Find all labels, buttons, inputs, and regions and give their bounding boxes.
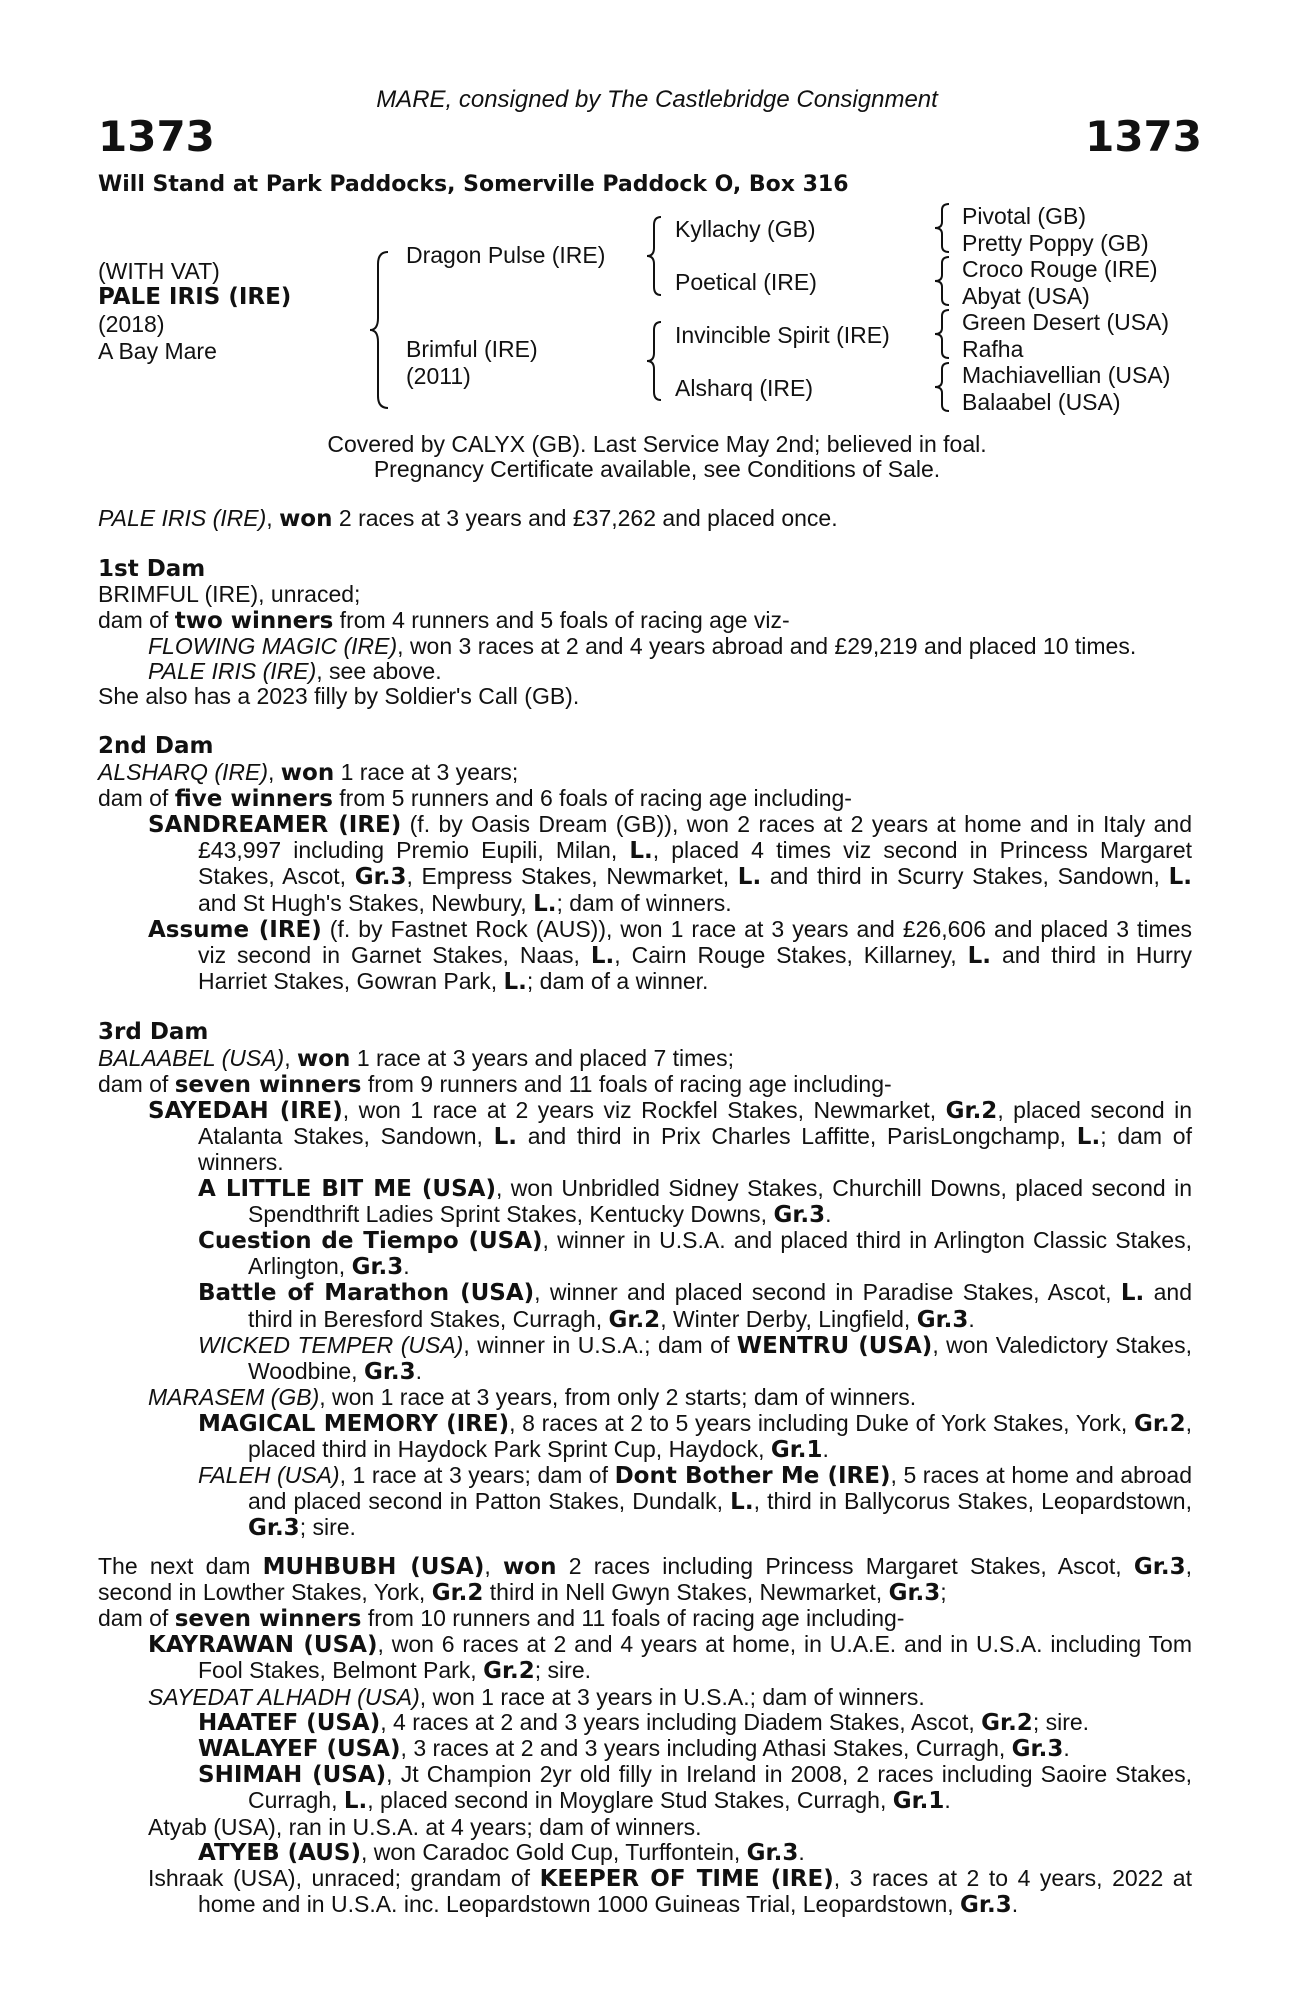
dd-dam: Balaabel (USA) [962, 389, 1121, 415]
main-brace [368, 250, 392, 410]
stand-location: Will Stand at Park Paddocks, Somerville Paddock O, Box 316 [98, 172, 849, 197]
third-dam-heading: 3rd Dam [98, 1019, 209, 1046]
ss-sire: Pivotal (GB) [962, 203, 1086, 229]
horse-year: (2018) [98, 311, 165, 337]
second-dam-line: ALSHARQ (IRE), won 1 race at 3 years; [98, 758, 519, 786]
entry-sayedah: SAYEDAH (IRE), won 1 race at 2 years viz Rockfel Stakes, Newmarket, Gr.2, placed second in Atalanta Stakes, Sandown, L. and third in Prix Charles Laffitte, ParisLongchamp, L.; dam of winners. [148, 1097, 1192, 1176]
ds-sire: Green Desert (USA) [962, 309, 1170, 335]
first-dam-produce: dam of two winners from 4 runners and 5 foals of racing age viz- [98, 606, 790, 634]
second-dam-heading: 2nd Dam [98, 733, 214, 760]
third-dam-line: BALAABEL (USA), won 1 race at 3 years and placed 7 times; [98, 1044, 734, 1072]
entry-walayef: WALAYEF (USA), 3 races at 2 and 3 years including Athasi Stakes, Curragh, Gr.3. [198, 1734, 1070, 1762]
dam-name: Brimful (IRE) [406, 336, 538, 362]
covered-line-2: Pregnancy Certificate available, see Conditions of Sale. [373, 456, 941, 482]
lot-number-left: 1373 [98, 112, 215, 161]
summary-line: PALE IRIS (IRE), won 2 races at 3 years and £37,262 and placed once. [98, 505, 838, 532]
entry-sayedat-alhadh: SAYEDAT ALHADH (USA), won 1 race at 3 years in U.S.A.; dam of winners. [148, 1683, 925, 1710]
entry-battle-of-marathon: Battle of Marathon (USA), winner and placed second in Paradise Stakes, Ascot, L. and third in Beresford Stakes, Curragh, Gr.2, Winter Derby, Lingfield, Gr.3. [198, 1279, 1192, 1333]
entry-marasem: MARASEM (GB), won 1 race at 3 years, from only 2 starts; dam of winners. [148, 1384, 917, 1411]
entry-atyab: Atyab (USA), ran in U.S.A. at 4 years; dam of winners. [148, 1813, 702, 1840]
sd-dam: Abyat (USA) [962, 283, 1090, 309]
lot-number-right: 1373 [1085, 112, 1202, 161]
first-dam-entry-pale-iris: PALE IRIS (IRE), see above. [148, 658, 442, 685]
entry-sandreamer: SANDREAMER (IRE) (f. by Oasis Dream (GB)), won 2 races at 2 years at home and in Italy and £43,997 including Premio Eupili, Milan, L., placed 4 times viz second in Princess Margaret Stakes, Ascot, Gr.3, Empress Stakes, Newmarket, L. and third in Scurry Stakes, Sandown, L. and St Hugh's Stakes, Newbury, L.; dam of winners. [148, 811, 1192, 917]
ds-dam: Rafha [962, 336, 1024, 362]
sire-dam: Poetical (IRE) [675, 269, 817, 295]
brace-g3 [933, 308, 951, 360]
horse-description: A Bay Mare [98, 338, 217, 364]
horse-name: PALE IRIS (IRE) [98, 284, 292, 310]
entry-kayrawan: KAYRAWAN (USA), won 6 races at 2 and 4 years at home, in U.A.E. and in U.S.A. including Tom Fool Stakes, Belmont Park, Gr.2; sire. [148, 1631, 1192, 1685]
entry-atyeb: ATYEB (AUS), won Caradoc Gold Cup, Turffontein, Gr.3. [198, 1838, 805, 1866]
second-dam-produce: dam of five winners from 5 runners and 6 foals of racing age including- [98, 784, 852, 812]
sire-sire: Kyllachy (GB) [675, 216, 816, 242]
covered-line-1: Covered by CALYX (GB). Last Service May 2nd; believed in foal. [327, 431, 987, 457]
entry-magical-memory: MAGICAL MEMORY (IRE), 8 races at 2 to 5 years including Duke of York Stakes, York, Gr.2, placed third in Haydock Park Sprint Cup, Haydock, Gr.1. [198, 1409, 1193, 1463]
first-dam-entry-flowing-magic: FLOWING MAGIC (IRE), won 3 races at 2 and 4 years abroad and £29,219 and placed 10 times. [148, 632, 1137, 659]
covered-note [0, 432, 1314, 482]
sd-sire: Croco Rouge (IRE) [962, 256, 1158, 282]
entry-assume: Assume (IRE) (f. by Fastnet Rock (AUS)), won 1 race at 3 years and £26,606 and placed 3 times viz second in Garnet Stakes, Naas, L., Cairn Rouge Stakes, Killarney, L. and third in Hurry Harriet Stakes, Gowran Park, L.; dam of a winner. [148, 915, 1192, 996]
ss-dam: Pretty Poppy (GB) [962, 230, 1149, 256]
next-dam-produce: dam of seven winners from 10 runners and 11 foals of racing age including- [98, 1604, 905, 1632]
sire-brace [645, 215, 663, 297]
entry-cuestion-de-tiempo: Cuestion de Tiempo (USA), winner in U.S.A. and placed third in Arlington Classic Stakes, Arlington, Gr.3. [198, 1227, 1192, 1281]
dam-sire: Invincible Spirit (IRE) [675, 322, 890, 348]
catalogue-body [98, 506, 1192, 1918]
dam-dam: Alsharq (IRE) [675, 375, 814, 401]
entry-a-little-bit-me: A LITTLE BIT ME (USA), won Unbridled Sidney Stakes, Churchill Downs, placed second in Spendthrift Ladies Sprint Stakes, Kentucky Downs, Gr.3. [198, 1174, 1192, 1228]
brace-g1 [933, 202, 951, 254]
first-dam-line: BRIMFUL (IRE), unraced; [98, 581, 361, 608]
entry-shimah: SHIMAH (USA), Jt Champion 2yr old filly in Ireland in 2008, 2 races including Saoire Stakes, Curragh, L., placed second in Moyglare Stud Stakes, Curragh, Gr.1. [198, 1761, 1192, 1815]
sire-name: Dragon Pulse (IRE) [406, 242, 606, 268]
third-dam-produce: dam of seven winners from 9 runners and 11 foals of racing age including- [98, 1070, 892, 1098]
dd-sire: Machiavellian (USA) [962, 362, 1171, 388]
vat-note: (WITH VAT) [98, 258, 220, 284]
dam-brace [645, 320, 663, 402]
first-dam-also: She also has a 2023 filly by Soldier's Call (GB). [98, 683, 580, 710]
first-dam-heading: 1st Dam [98, 556, 206, 583]
entry-wicked-temper: WICKED TEMPER (USA), winner in U.S.A.; dam of WENTRU (USA), won Valedictory Stakes, Woodbine, Gr.3. [198, 1331, 1192, 1386]
brace-g2 [933, 255, 951, 307]
entry-ishraak: Ishraak (USA), unraced; grandam of KEEPER OF TIME (IRE), 3 races at 2 to 4 years, 2022 at home and in U.S.A. inc. Leopardstown 1000 Guineas Trial, Leopardstown, Gr.3. [148, 1864, 1192, 1919]
brace-g4 [933, 361, 951, 413]
next-dam-line: The next dam MUHBUBH (USA), won 2 races including Princess Margaret Stakes, Ascot, Gr.3, second in Lowther Stakes, York, Gr.2 third in Nell Gwyn Stakes, Newmarket, Gr.3; [98, 1552, 1192, 1606]
consignor-line: MARE, consigned by The Castlebridge Consignment [376, 86, 938, 113]
dam-year: (2011) [406, 363, 471, 389]
entry-faleh: FALEH (USA), 1 race at 3 years; dam of Dont Bother Me (IRE), 5 races at home and abroad and placed second in Patton Stakes, Dundalk, L., third in Ballycorus Stakes, Leopardstown, Gr.3; sire. [198, 1461, 1192, 1542]
entry-haatef: HAATEF (USA), 4 races at 2 and 3 years including Diadem Stakes, Ascot, Gr.2; sire. [198, 1708, 1090, 1736]
